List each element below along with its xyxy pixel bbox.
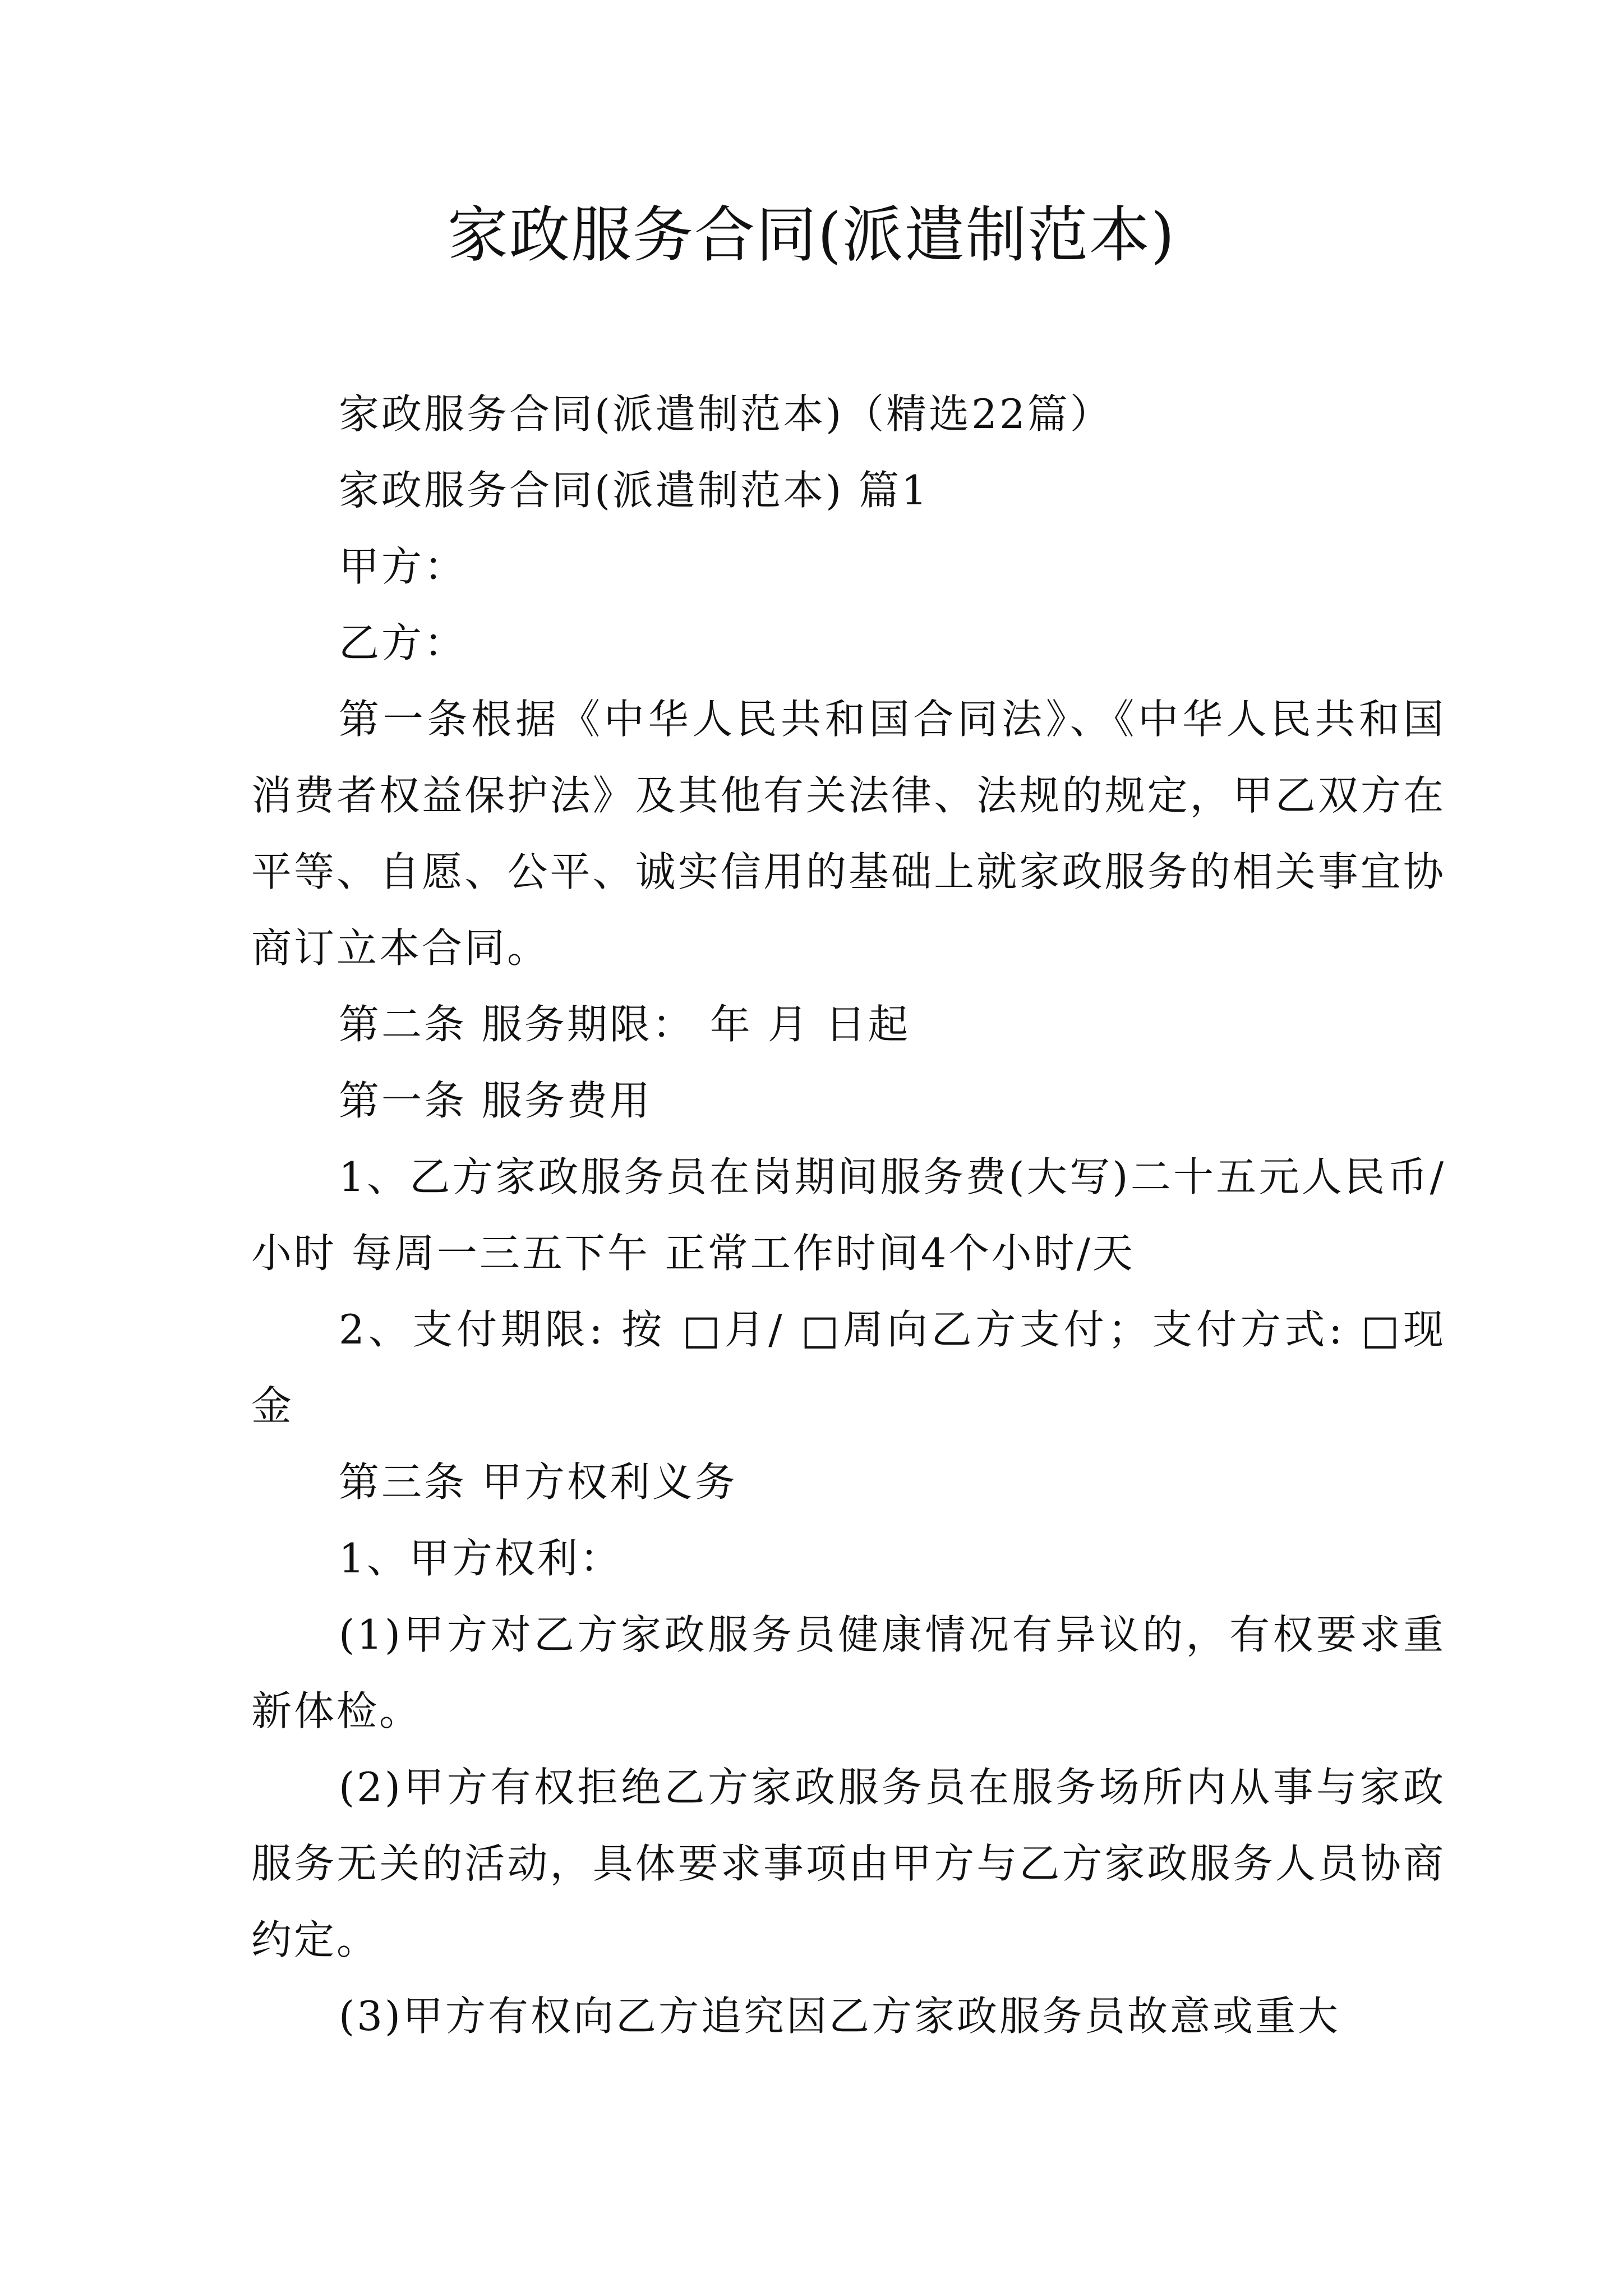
paragraph-party-a: 甲方： <box>339 543 467 590</box>
paragraph-service-fee-heading: 第一条 服务费用 <box>339 1077 652 1124</box>
paragraph-party-b: 乙方： <box>339 619 467 666</box>
document-body <box>251 376 1446 2054</box>
paragraph-fee-item-1: 1、乙方家政服务员在岗期间服务费(大写)二十五元人民币/小时 每周一三五下午 正常工作时间4个小时/天 <box>251 1153 1446 1277</box>
paragraph-subtitle: 家政服务合同(派遣制范本)（精选22篇） <box>339 390 1113 438</box>
paragraph-article-3: 第三条 甲方权利义务 <box>339 1458 737 1506</box>
paragraph-right-3: (3)甲方有权向乙方追究因乙方家政服务员故意或重大 <box>339 1993 1340 2040</box>
paragraph-right-2: (2)甲方有权拒绝乙方家政服务员在服务场所内从事与家政服务无关的活动，具体要求事项由甲方与乙方家政服务人员协商约定。 <box>251 1764 1446 1963</box>
paragraph-right-1: (1)甲方对乙方家政服务员健康情况有异议的，有权要求重新体检。 <box>251 1611 1446 1734</box>
document-title: 家政服务合同(派遣制范本) <box>447 200 1176 270</box>
paragraph-article-1: 第一条根据《中华人民共和国合同法》、《中华人民共和国消费者权益保护法》及其他有关法律、法规的规定，甲乙双方在平等、自愿、公平、诚实信用的基础上就家政服务的相关事宜协商订立本合同。 <box>251 696 1446 972</box>
paragraph-section-heading: 家政服务合同(派遣制范本) 篇1 <box>339 467 929 514</box>
paragraph-article-2: 第二条 服务期限： 年 月 日起 <box>339 1001 911 1048</box>
paragraph-party-a-rights: 1、甲方权利： <box>339 1535 623 1582</box>
paragraph-fee-item-2: 2、支付期限: 按 □月/ □周向乙方支付；支付方式: □现金 <box>251 1306 1446 1429</box>
